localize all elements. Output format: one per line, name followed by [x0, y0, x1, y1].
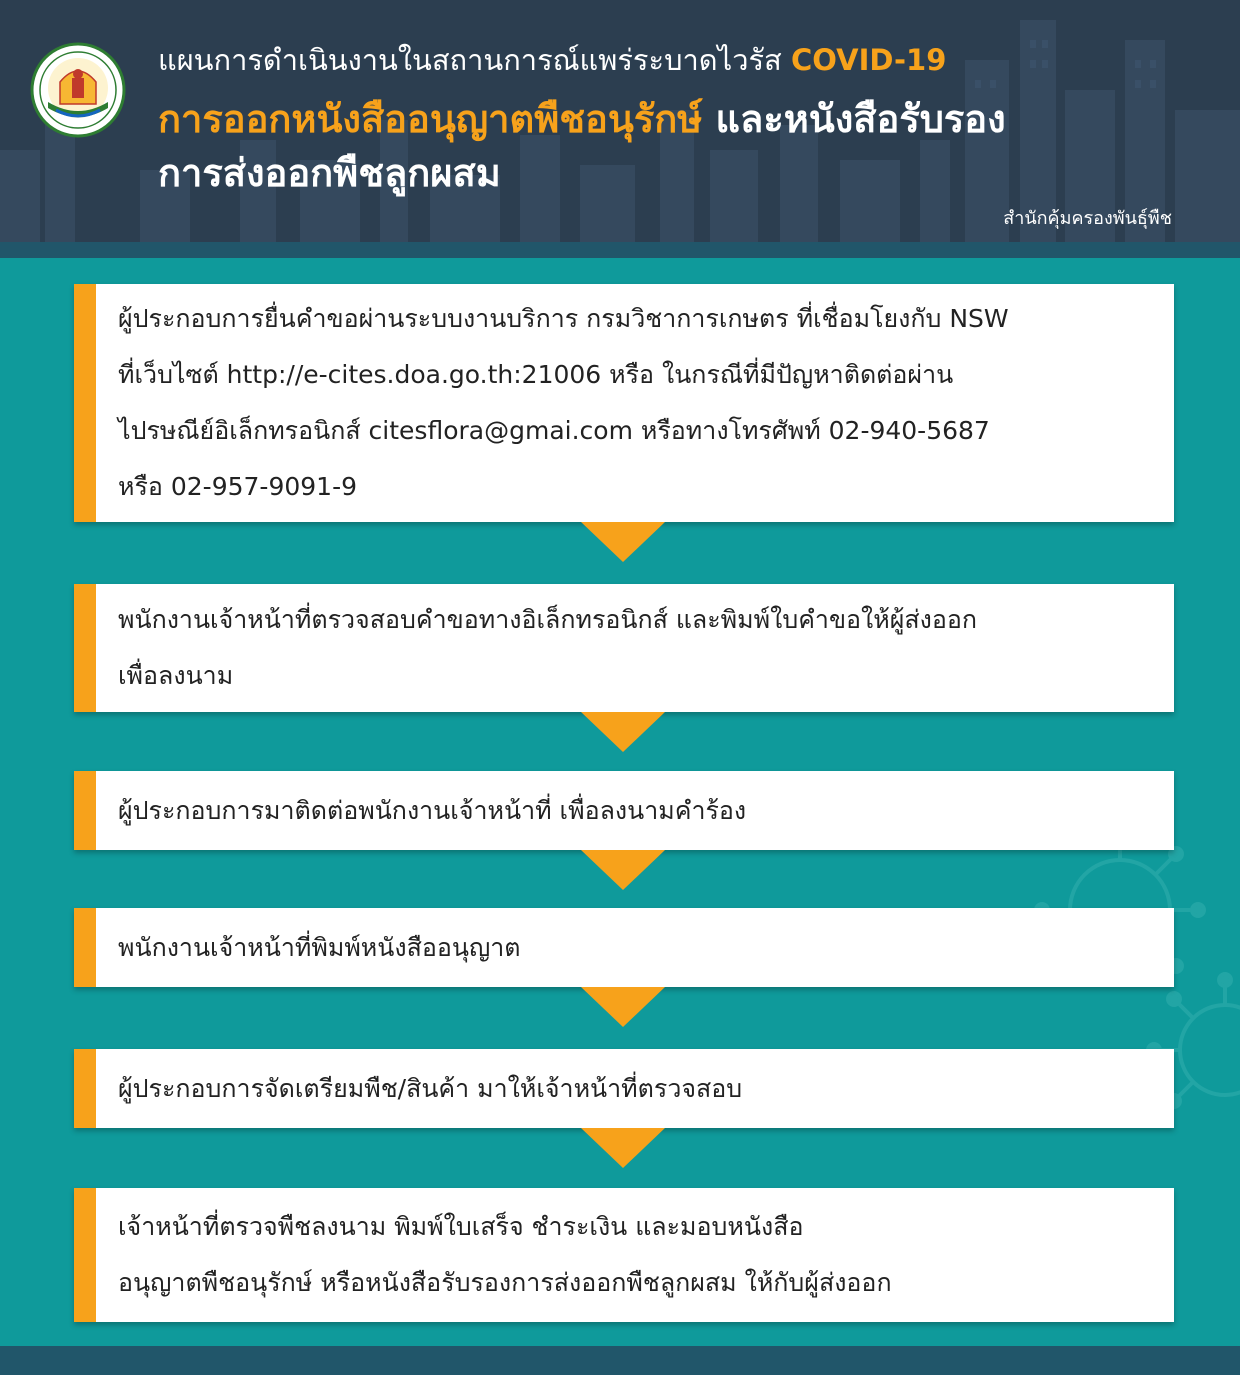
- step-1-box: [74, 284, 1174, 522]
- step-1-text: ผู้ประกอบการยื่นคำขอผ่านระบบงานบริการ กรมวิชาการเกษตร ที่เชื่อมโยงกับ NSW ที่เว็บไซต์ http://e-cites.doa.go.th:21006 หรือ ในกรณีที่มีปัญหาติดต่อผ่าน ไปรษณีย์อิเล็กทรอนิกส์ citesflora@gmai.com หรือทางโทรศัพท์ 02-940-5687 หรือ 02-957-9091-9: [118, 304, 1009, 501]
- step-5-box: [74, 1049, 1174, 1128]
- header-subtitle: [158, 40, 946, 80]
- header-divider-strip: [0, 242, 1240, 258]
- step-6-box: [74, 1188, 1174, 1322]
- step-6-text: เจ้าหน้าที่ตรวจพืชลงนาม พิมพ์ใบเสร็จ ชำระเงิน และมอบหนังสือ อนุญาตพืชอนุรักษ์ หรือหนังสือรับรองการส่งออกพืชลูกผสม ให้กับผู้ส่งออก: [118, 1212, 892, 1297]
- header-subtitle-prefix: แผนการดำเนินงานในสถานการณ์แพร่ระบาดไวรัส: [158, 43, 791, 77]
- footer-bar: [0, 1346, 1240, 1375]
- step-3-arrow-icon: [581, 850, 665, 890]
- header-title: [158, 94, 1006, 144]
- step-4-text: พนักงานเจ้าหน้าที่พิมพ์หนังสืออนุญาต: [118, 932, 521, 962]
- step-2-box: [74, 584, 1174, 712]
- covid-label: COVID-19: [790, 43, 947, 77]
- step-2-arrow-icon: [581, 712, 665, 752]
- step-3-text: ผู้ประกอบการมาติดต่อพนักงานเจ้าหน้าที่ เพื่อลงนามคำร้อง: [118, 795, 747, 825]
- header-title-accent: การออกหนังสืออนุญาตพืชอนุรักษ์: [158, 97, 703, 141]
- step-4-arrow-icon: [581, 987, 665, 1027]
- step-4-box: [74, 908, 1174, 987]
- header-banner: [0, 0, 1240, 242]
- header-title-rest: และหนังสือรับรอง: [702, 97, 1006, 141]
- header-title-line2: การส่งออกพืชลูกผสม: [158, 151, 501, 195]
- step-1-arrow-icon: [581, 522, 665, 562]
- department-of-agriculture-seal-icon: [30, 42, 126, 138]
- step-5-text: ผู้ประกอบการจัดเตรียมพืช/สินค้า มาให้เจ้าหน้าที่ตรวจสอบ: [118, 1073, 743, 1103]
- step-3-box: [74, 771, 1174, 850]
- organization-name: สำนักคุ้มครองพันธุ์พืช: [1003, 208, 1172, 229]
- step-5-arrow-icon: [581, 1128, 665, 1168]
- step-2-text: พนักงานเจ้าหน้าที่ตรวจสอบคำขอทางอิเล็กทรอนิกส์ และพิมพ์ใบคำขอให้ผู้ส่งออก เพื่อลงนาม: [118, 605, 978, 690]
